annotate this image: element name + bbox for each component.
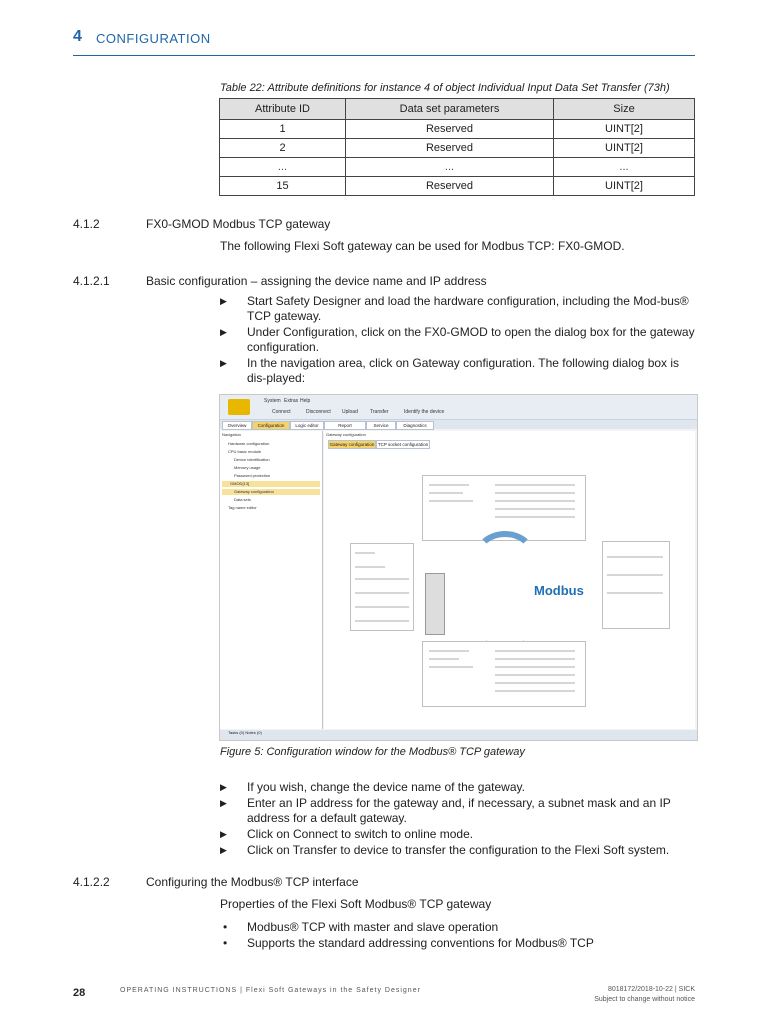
list-item: ▶ If you wish, change the device name of the gateway. (220, 780, 525, 794)
table-cell: ... (554, 158, 695, 177)
list-item: ▶ Click on Transfer to device to transfer the configuration to the Flexi Soft system. (220, 843, 670, 857)
header-rule (73, 55, 695, 56)
arrow-bullet-icon: ▶ (220, 296, 227, 306)
instruction-list (220, 780, 700, 859)
attribute-table (219, 98, 695, 196)
nav-item: Tag name editor (228, 505, 257, 510)
list-item: ▶ Enter an IP address for the gateway and, if necessary, a subnet mask and an IP address for a default gateway. (220, 796, 671, 825)
tab-service: Service (366, 421, 396, 430)
section-title: Configuring the Modbus® TCP interface (146, 875, 359, 889)
column-header: Size (554, 99, 695, 120)
tab-report: Report (324, 421, 366, 430)
toolbar-item: Connect (272, 409, 291, 415)
list-item: • Supports the standard addressing conventions for Modbus® TCP (223, 936, 594, 950)
list-item: • Modbus® TCP with master and slave operation (223, 920, 499, 934)
tab-diagnostics: Diagnostics (396, 421, 434, 430)
column-header: Data set parameters (346, 99, 554, 120)
list-item: ▶ In the navigation area, click on Gateway configuration. The following dialog box is dis-played: (220, 356, 680, 385)
nav-item: Password protection (234, 473, 271, 478)
table-row (220, 177, 695, 196)
table-cell: ... (220, 158, 346, 177)
table-cell: Reserved (346, 177, 554, 196)
arrow-bullet-icon: ▶ (220, 845, 227, 855)
nav-item: Memory usage (234, 465, 261, 470)
toolbar-item: Transfer (370, 409, 389, 415)
screenshot-toolbar (220, 395, 697, 420)
nav-item: GMOD[13] (222, 481, 320, 487)
screenshot-navigation (220, 431, 323, 729)
arrow-bullet-icon: ▶ (220, 798, 227, 808)
table-cell: 2 (220, 139, 346, 158)
table-caption: Table 22: Attribute definitions for instance 4 of object Individual Input Data Set Transfer (73h) (220, 82, 670, 94)
footer-document-title: OPERATING INSTRUCTIONS | Flexi Soft Gateways in the Safety Designer (120, 987, 421, 994)
footer-document-id: 8018172/2018-10-22 | SICK (607, 986, 695, 993)
section-number: 4.1.2 (73, 217, 100, 231)
list-item: ▶ Click on Connect to switch to online mode. (220, 827, 474, 841)
bullet-dot-icon: • (223, 920, 228, 934)
table-cell: Reserved (346, 139, 554, 158)
menu-item: System (264, 398, 281, 404)
figure-caption: Figure 5: Configuration window for the Modbus® TCP gateway (220, 746, 525, 758)
nav-item: Data sets (234, 497, 251, 502)
main-title: Gateway configuration (326, 432, 366, 437)
tab-overview: Overview (222, 421, 252, 430)
screenshot-main-area (324, 431, 695, 729)
menu-item: Help (300, 398, 311, 404)
nav-item: Hardware configuration (228, 441, 270, 446)
arrow-bullet-icon: ▶ (220, 829, 227, 839)
section-text: The following Flexi Soft gateway can be used for Modbus TCP: FX0-GMOD. (220, 239, 625, 253)
table-cell: 15 (220, 177, 346, 196)
section-title: FX0-GMOD Modbus TCP gateway (146, 217, 331, 231)
flow-arrow-icon (474, 531, 536, 583)
gateway-device-icon (425, 573, 445, 635)
modbus-to-gateway-panel (422, 641, 586, 707)
toolbar-item: Upload (342, 409, 358, 415)
tab-configuration: Configuration (252, 421, 290, 430)
main-tab: Gateway configuration (329, 442, 375, 447)
app-logo-icon (228, 399, 250, 415)
column-header: Attribute ID (220, 99, 346, 120)
screenshot-status-bar: Tasks (0) Notes (0) (220, 730, 697, 740)
nav-item: Device identification (234, 457, 270, 462)
screenshot-tabs (220, 420, 697, 429)
table-cell: UINT[2] (554, 177, 695, 196)
table-cell: UINT[2] (554, 139, 695, 158)
bullet-dot-icon: • (223, 936, 228, 950)
table-cell: ... (346, 158, 554, 177)
menu-item: Extras (284, 398, 299, 404)
section-subheading: Properties of the Flexi Soft Modbus® TCP gateway (220, 897, 492, 911)
toolbar-item: Disconnect (306, 409, 331, 415)
instruction-list (220, 294, 700, 387)
arrow-bullet-icon: ▶ (220, 327, 227, 337)
toolbar-item: Identify the device (404, 409, 445, 415)
property-list (220, 920, 700, 952)
table-cell: Reserved (346, 120, 554, 139)
table-row (220, 139, 695, 158)
modbus-logo: Modbus (534, 583, 584, 598)
footer-notice: Subject to change without notice (594, 996, 695, 1003)
section-number: 4.1.2.1 (73, 274, 110, 288)
table-cell: UINT[2] (554, 120, 695, 139)
configuration-window-screenshot (219, 394, 698, 741)
tcp-socket-panel (602, 541, 670, 629)
nav-title: Navigation (222, 432, 241, 437)
table-row (220, 120, 695, 139)
tab-logic-editor: Logic editor (290, 421, 324, 430)
list-item: ▶ Under Configuration, click on the FX0-GMOD to open the dialog box for the gateway configuration. (220, 325, 695, 354)
nav-item: Gateway configuration (222, 489, 320, 495)
table-cell: 1 (220, 120, 346, 139)
nav-item: CPU basic module (228, 449, 262, 454)
chapter-title: CONFIGURATION (96, 31, 211, 46)
list-item: ▶ Start Safety Designer and load the hardware configuration, including the Mod-bus® TCP gateway. (220, 294, 689, 323)
main-tab: TCP socket configuration (377, 442, 429, 447)
table-row (220, 158, 695, 177)
chapter-number: 4 (73, 28, 82, 45)
page-number: 28 (73, 987, 86, 999)
arrow-bullet-icon: ▶ (220, 358, 227, 368)
section-title: Basic configuration – assigning the device name and IP address (146, 274, 487, 288)
section-number: 4.1.2.2 (73, 875, 110, 889)
device-settings-panel (350, 543, 414, 631)
arrow-bullet-icon: ▶ (220, 782, 227, 792)
